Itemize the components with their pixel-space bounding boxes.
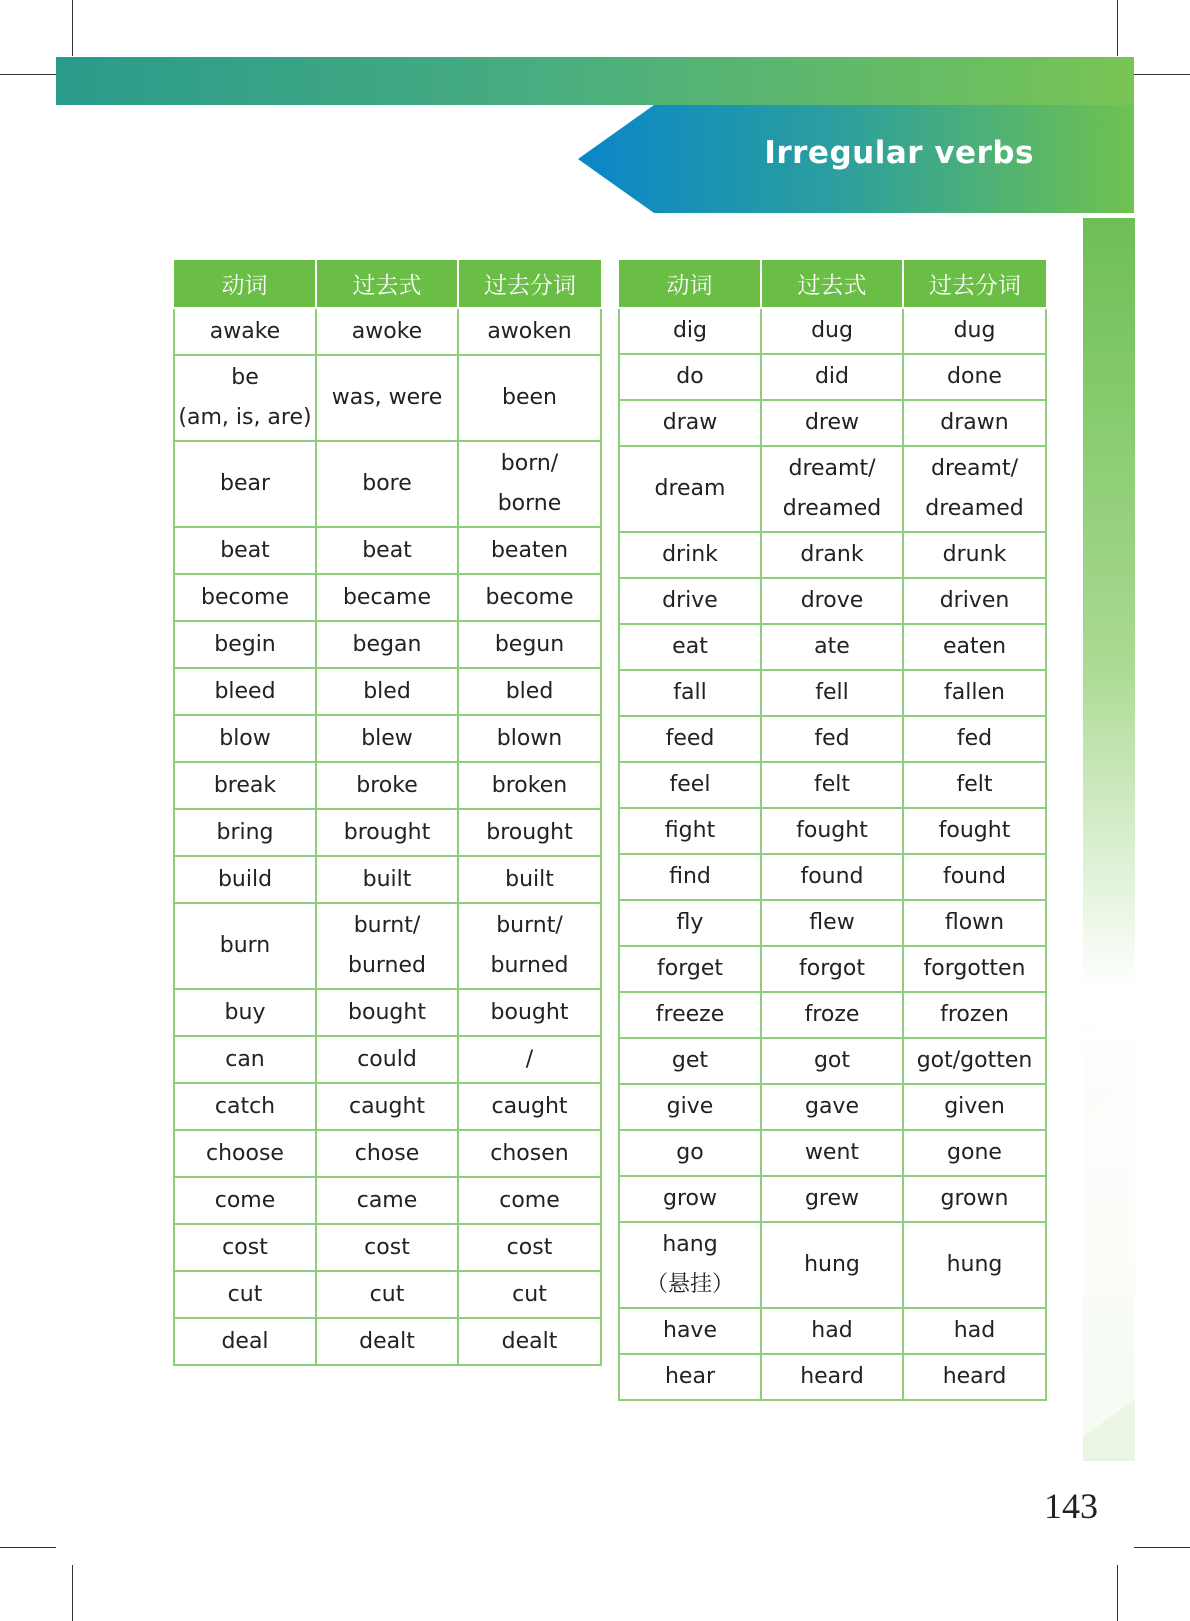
past-tense-cell: cost <box>316 1224 458 1271</box>
past-participle-cell: / <box>458 1036 601 1083</box>
verb-cell: fight <box>619 808 761 854</box>
past-tense-cell: bled <box>316 668 458 715</box>
past-tense-cell: built <box>316 856 458 903</box>
table-row <box>619 808 1046 854</box>
page-title: Irregular verbs <box>764 135 1034 171</box>
past-participle-cell: become <box>458 574 601 621</box>
table-row <box>619 400 1046 446</box>
past-participle-cell: gone <box>903 1130 1046 1176</box>
past-participle-cell: broken <box>458 762 601 809</box>
table-row <box>174 1177 601 1224</box>
table-row <box>174 809 601 856</box>
verb-cell: choose <box>174 1130 316 1177</box>
table-row <box>619 1130 1046 1176</box>
past-tense-cell: came <box>316 1177 458 1224</box>
past-participle-cell: hung <box>903 1222 1046 1308</box>
past-tense-cell: felt <box>761 762 903 808</box>
past-tense-cell: dreamt/ dreamed <box>761 446 903 532</box>
past-participle-cell: got/gotten <box>903 1038 1046 1084</box>
table-header-row <box>174 260 601 308</box>
past-tense-cell: bought <box>316 989 458 1036</box>
past-participle-cell: been <box>458 355 601 441</box>
verb-cell: freeze <box>619 992 761 1038</box>
column-header-verb: 动词 <box>619 260 761 308</box>
past-tense-cell: found <box>761 854 903 900</box>
verb-cell: draw <box>619 400 761 446</box>
crop-mark <box>1117 0 1118 56</box>
verb-cell: catch <box>174 1083 316 1130</box>
side-decoration-bar <box>1083 218 1135 1461</box>
table-row <box>619 578 1046 624</box>
table-row <box>174 574 601 621</box>
past-tense-cell: dug <box>761 308 903 354</box>
table-row <box>619 946 1046 992</box>
past-participle-cell: chosen <box>458 1130 601 1177</box>
table-row <box>174 1036 601 1083</box>
table-row <box>619 1084 1046 1130</box>
verb-cell: begin <box>174 621 316 668</box>
table-row <box>619 1222 1046 1308</box>
table-row <box>619 762 1046 808</box>
table-row <box>619 854 1046 900</box>
table-row <box>619 1354 1046 1400</box>
past-participle-cell: eaten <box>903 624 1046 670</box>
verb-cell: bleed <box>174 668 316 715</box>
verb-cell: can <box>174 1036 316 1083</box>
past-tense-cell: gave <box>761 1084 903 1130</box>
past-tense-cell: fed <box>761 716 903 762</box>
past-participle-cell: dreamt/ dreamed <box>903 446 1046 532</box>
past-tense-cell: awoke <box>316 308 458 355</box>
crop-mark <box>1134 74 1190 75</box>
past-tense-cell: got <box>761 1038 903 1084</box>
table-row <box>174 668 601 715</box>
table-row <box>174 1130 601 1177</box>
table-row <box>619 532 1046 578</box>
table-row <box>174 762 601 809</box>
past-tense-cell: flew <box>761 900 903 946</box>
past-participle-cell: forgotten <box>903 946 1046 992</box>
verb-cell: give <box>619 1084 761 1130</box>
past-participle-cell: cut <box>458 1271 601 1318</box>
crop-mark <box>1117 1565 1118 1621</box>
past-tense-cell: began <box>316 621 458 668</box>
verb-cell: go <box>619 1130 761 1176</box>
past-tense-cell: went <box>761 1130 903 1176</box>
past-participle-cell: given <box>903 1084 1046 1130</box>
table-row <box>619 308 1046 354</box>
past-tense-cell: burnt/ burned <box>316 903 458 989</box>
past-participle-cell: felt <box>903 762 1046 808</box>
verb-cell: come <box>174 1177 316 1224</box>
verb-cell: break <box>174 762 316 809</box>
past-tense-cell: could <box>316 1036 458 1083</box>
table-row <box>174 441 601 527</box>
past-participle-cell: built <box>458 856 601 903</box>
column-header-past-participle: 过去分词 <box>903 260 1046 308</box>
verb-cell: feel <box>619 762 761 808</box>
verb-cell: dig <box>619 308 761 354</box>
past-participle-cell: had <box>903 1308 1046 1354</box>
past-participle-cell: born/ borne <box>458 441 601 527</box>
verb-cell: become <box>174 574 316 621</box>
column-header-verb: 动词 <box>174 260 316 308</box>
past-tense-cell: forgot <box>761 946 903 992</box>
verb-cell: bring <box>174 809 316 856</box>
verb-cell: feed <box>619 716 761 762</box>
table-row <box>619 446 1046 532</box>
crop-mark <box>1134 1547 1190 1548</box>
past-participle-cell: blown <box>458 715 601 762</box>
verb-cell: dream <box>619 446 761 532</box>
crop-mark <box>72 1565 73 1621</box>
past-tense-cell: fought <box>761 808 903 854</box>
past-participle-cell: fed <box>903 716 1046 762</box>
past-tense-cell: chose <box>316 1130 458 1177</box>
past-participle-cell: beaten <box>458 527 601 574</box>
past-participle-cell: bled <box>458 668 601 715</box>
past-tense-cell: caught <box>316 1083 458 1130</box>
verb-cell: fly <box>619 900 761 946</box>
verb-cell: burn <box>174 903 316 989</box>
table-row <box>619 900 1046 946</box>
crop-mark <box>0 74 56 75</box>
column-header-past-tense: 过去式 <box>761 260 903 308</box>
table-row <box>619 716 1046 762</box>
verb-cell: bear <box>174 441 316 527</box>
table-row <box>619 1176 1046 1222</box>
past-participle-cell: flown <box>903 900 1046 946</box>
column-header-past-participle: 过去分词 <box>458 260 601 308</box>
past-tense-cell: grew <box>761 1176 903 1222</box>
past-participle-cell: brought <box>458 809 601 856</box>
verb-table-left <box>173 260 602 1366</box>
past-participle-cell: caught <box>458 1083 601 1130</box>
verb-cell: find <box>619 854 761 900</box>
past-tense-cell: beat <box>316 527 458 574</box>
past-participle-cell: heard <box>903 1354 1046 1400</box>
past-tense-cell: broke <box>316 762 458 809</box>
table-row <box>174 856 601 903</box>
verb-cell: hear <box>619 1354 761 1400</box>
table-row <box>174 903 601 989</box>
past-participle-cell: awoken <box>458 308 601 355</box>
table-row <box>174 1224 601 1271</box>
verb-cell: buy <box>174 989 316 1036</box>
past-participle-cell: dug <box>903 308 1046 354</box>
past-tense-cell: drank <box>761 532 903 578</box>
verb-cell: beat <box>174 527 316 574</box>
past-tense-cell: did <box>761 354 903 400</box>
verb-cell: awake <box>174 308 316 355</box>
past-tense-cell: became <box>316 574 458 621</box>
verb-cell: hang （悬挂） <box>619 1222 761 1308</box>
table-row <box>619 624 1046 670</box>
crop-mark <box>72 0 73 56</box>
table-row <box>619 670 1046 716</box>
verb-cell: cost <box>174 1224 316 1271</box>
header-band <box>56 57 1134 105</box>
verb-cell: do <box>619 354 761 400</box>
past-tense-cell: blew <box>316 715 458 762</box>
verb-cell: blow <box>174 715 316 762</box>
table-row <box>174 1083 601 1130</box>
past-participle-cell: dealt <box>458 1318 601 1365</box>
verb-cell: cut <box>174 1271 316 1318</box>
verb-cell: get <box>619 1038 761 1084</box>
column-header-past-tense: 过去式 <box>316 260 458 308</box>
past-participle-cell: cost <box>458 1224 601 1271</box>
past-tense-cell: hung <box>761 1222 903 1308</box>
page-number: 143 <box>1044 1486 1098 1526</box>
table-row <box>174 1271 601 1318</box>
table-row <box>174 308 601 355</box>
table-header-row <box>619 260 1046 308</box>
past-participle-cell: frozen <box>903 992 1046 1038</box>
past-participle-cell: fought <box>903 808 1046 854</box>
table-row <box>174 355 601 441</box>
verb-cell: deal <box>174 1318 316 1365</box>
past-tense-cell: cut <box>316 1271 458 1318</box>
past-participle-cell: burnt/ burned <box>458 903 601 989</box>
table-row <box>174 989 601 1036</box>
past-participle-cell: begun <box>458 621 601 668</box>
past-participle-cell: drunk <box>903 532 1046 578</box>
past-tense-cell: was, were <box>316 355 458 441</box>
past-tense-cell: drove <box>761 578 903 624</box>
past-participle-cell: fallen <box>903 670 1046 716</box>
past-tense-cell: drew <box>761 400 903 446</box>
past-tense-cell: heard <box>761 1354 903 1400</box>
table-row <box>174 621 601 668</box>
past-tense-cell: had <box>761 1308 903 1354</box>
table-row <box>619 992 1046 1038</box>
table-row <box>619 1038 1046 1084</box>
crop-mark <box>0 1547 56 1548</box>
past-participle-cell: grown <box>903 1176 1046 1222</box>
table-row <box>174 527 601 574</box>
past-participle-cell: found <box>903 854 1046 900</box>
past-participle-cell: driven <box>903 578 1046 624</box>
past-tense-cell: bore <box>316 441 458 527</box>
past-tense-cell: fell <box>761 670 903 716</box>
title-banner <box>578 105 1134 213</box>
verb-cell: eat <box>619 624 761 670</box>
table-row <box>174 1318 601 1365</box>
verb-table-right <box>618 260 1047 1401</box>
table-row <box>174 715 601 762</box>
past-participle-cell: bought <box>458 989 601 1036</box>
verb-cell: drive <box>619 578 761 624</box>
verb-cell: forget <box>619 946 761 992</box>
table-row <box>619 1308 1046 1354</box>
past-tense-cell: ate <box>761 624 903 670</box>
verb-cell: build <box>174 856 316 903</box>
table-row <box>619 354 1046 400</box>
past-participle-cell: come <box>458 1177 601 1224</box>
verb-cell: grow <box>619 1176 761 1222</box>
past-tense-cell: dealt <box>316 1318 458 1365</box>
past-tense-cell: brought <box>316 809 458 856</box>
past-participle-cell: done <box>903 354 1046 400</box>
verb-cell: be (am, is, are) <box>174 355 316 441</box>
verb-cell: have <box>619 1308 761 1354</box>
past-tense-cell: froze <box>761 992 903 1038</box>
verb-cell: fall <box>619 670 761 716</box>
past-participle-cell: drawn <box>903 400 1046 446</box>
verb-cell: drink <box>619 532 761 578</box>
